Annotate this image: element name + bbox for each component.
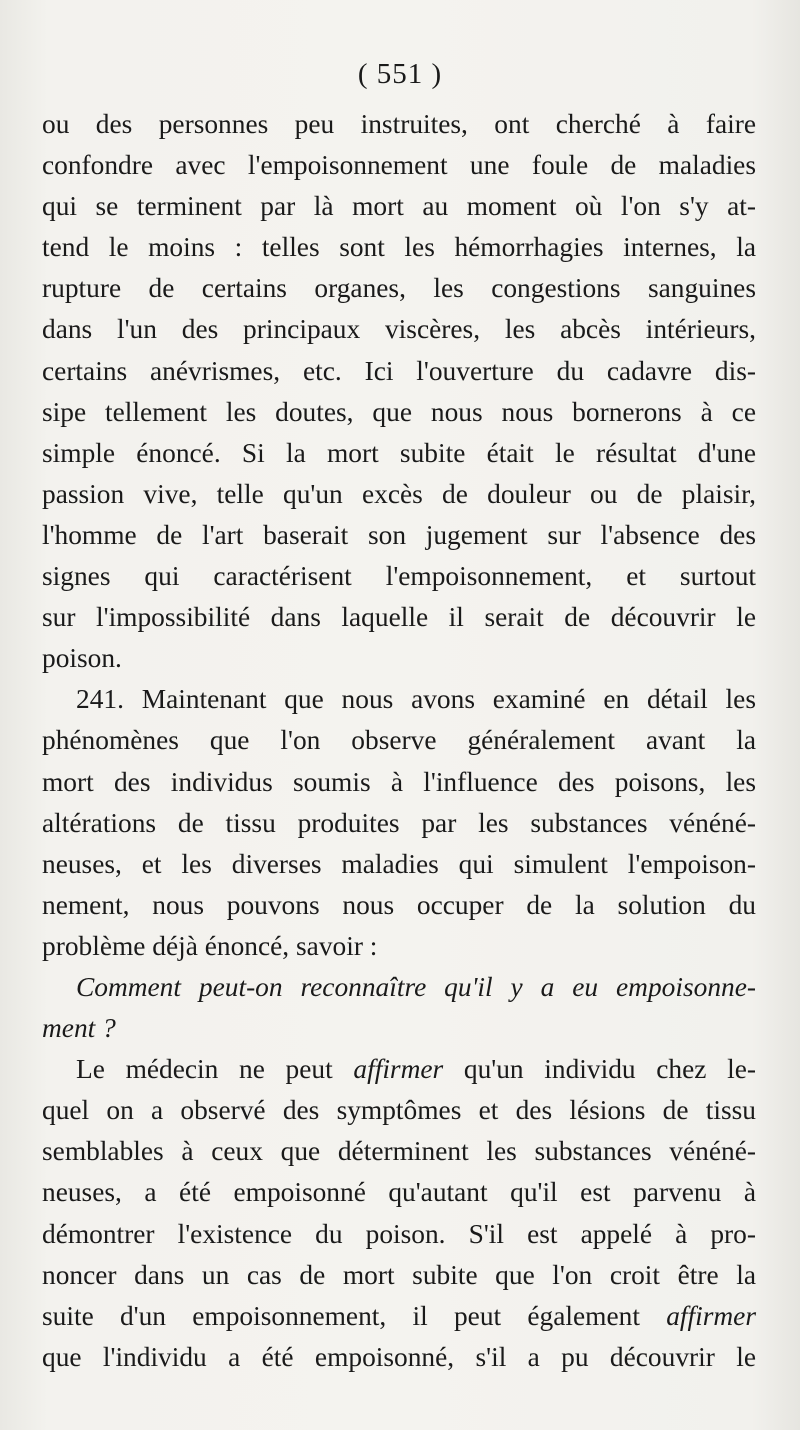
text-line: tend le moins : telles sont les hémorrhagies internes, la — [42, 232, 756, 263]
text-line: qui se terminent par là mort au moment où l'on s'y at- — [42, 191, 756, 222]
emphasis-affirmer: affirmer — [666, 1300, 756, 1331]
text-fragment: Le médecin ne peut — [76, 1054, 333, 1085]
italic-question-line: Comment peut-on reconnaître qu'il y a eu empoisonne- — [76, 971, 756, 1002]
text-line: semblables à ceux que déterminent les substances vénéné- — [42, 1136, 756, 1167]
text-line: confondre avec l'empoisonnement une foule de maladies — [42, 150, 756, 181]
text-line: démontrer l'existence du poison. S'il est appelé à pro- — [42, 1218, 756, 1249]
text-line: sur l'impossibilité dans laquelle il serait de découvrir le — [42, 602, 756, 633]
paragraph-start-241: 241. Maintenant que nous avons examiné en détail les — [76, 684, 756, 715]
text-line-with-emphasis — [42, 1296, 756, 1337]
text-line: rupture de certains organes, les congestions sanguines — [42, 273, 756, 304]
emphasis-affirmer: affirmer — [353, 1054, 444, 1085]
text-line: noncer dans un cas de mort subite que l'on croit être la — [42, 1259, 756, 1290]
text-line: ou des personnes peu instruites, ont cherché à faire — [42, 109, 756, 139]
text-line: certains anévrismes, etc. Ici l'ouverture du cadavre dis- — [42, 355, 756, 386]
text-fragment: qu'un individu chez le- — [463, 1054, 756, 1085]
text-line: signes qui caractérisent l'empoisonnement, et surtout — [42, 561, 756, 592]
text-line: quel on a observé des symptômes et des lésions de tissu — [42, 1095, 756, 1126]
text-line: que l'individu a été empoisonné, s'il a pu découvrir le — [42, 1341, 756, 1372]
text-line: dans l'un des principaux viscères, les abcès intérieurs, — [42, 314, 756, 345]
text-line: passion vive, telle qu'un excès de douleur ou de plaisir, — [42, 478, 756, 509]
text-fragment: suite d'un empoisonnement, il peut également — [42, 1300, 640, 1331]
text-line: neuses, a été empoisonné qu'autant qu'il est parvenu à — [42, 1177, 756, 1208]
text-line-with-emphasis — [42, 1049, 756, 1090]
text-line: phénomènes que l'on observe généralement avant la — [42, 725, 756, 756]
text-line: altérations de tissu produites par les substances vénéné- — [42, 807, 756, 838]
text-line: problème déjà énoncé, savoir : — [42, 930, 378, 961]
text-line: poison. — [42, 643, 122, 674]
page-number: ( 551 ) — [357, 58, 443, 90]
text-line: mort des individus soumis à l'influence des poisons, les — [42, 766, 756, 797]
text-line: l'homme de l'art baserait son jugement sur l'absence des — [42, 519, 756, 550]
text-line: sipe tellement les doutes, que nous nous bornerons à ce — [42, 396, 756, 427]
text-line: nement, nous pouvons nous occuper de la solution du — [42, 889, 756, 920]
italic-question-end: ment ? — [42, 1013, 116, 1044]
text-line: neuses, et les diverses maladies qui simulent l'empoison- — [42, 848, 756, 879]
page-body — [42, 104, 756, 1378]
text-line: simple énoncé. Si la mort subite était le résultat d'une — [42, 437, 756, 468]
